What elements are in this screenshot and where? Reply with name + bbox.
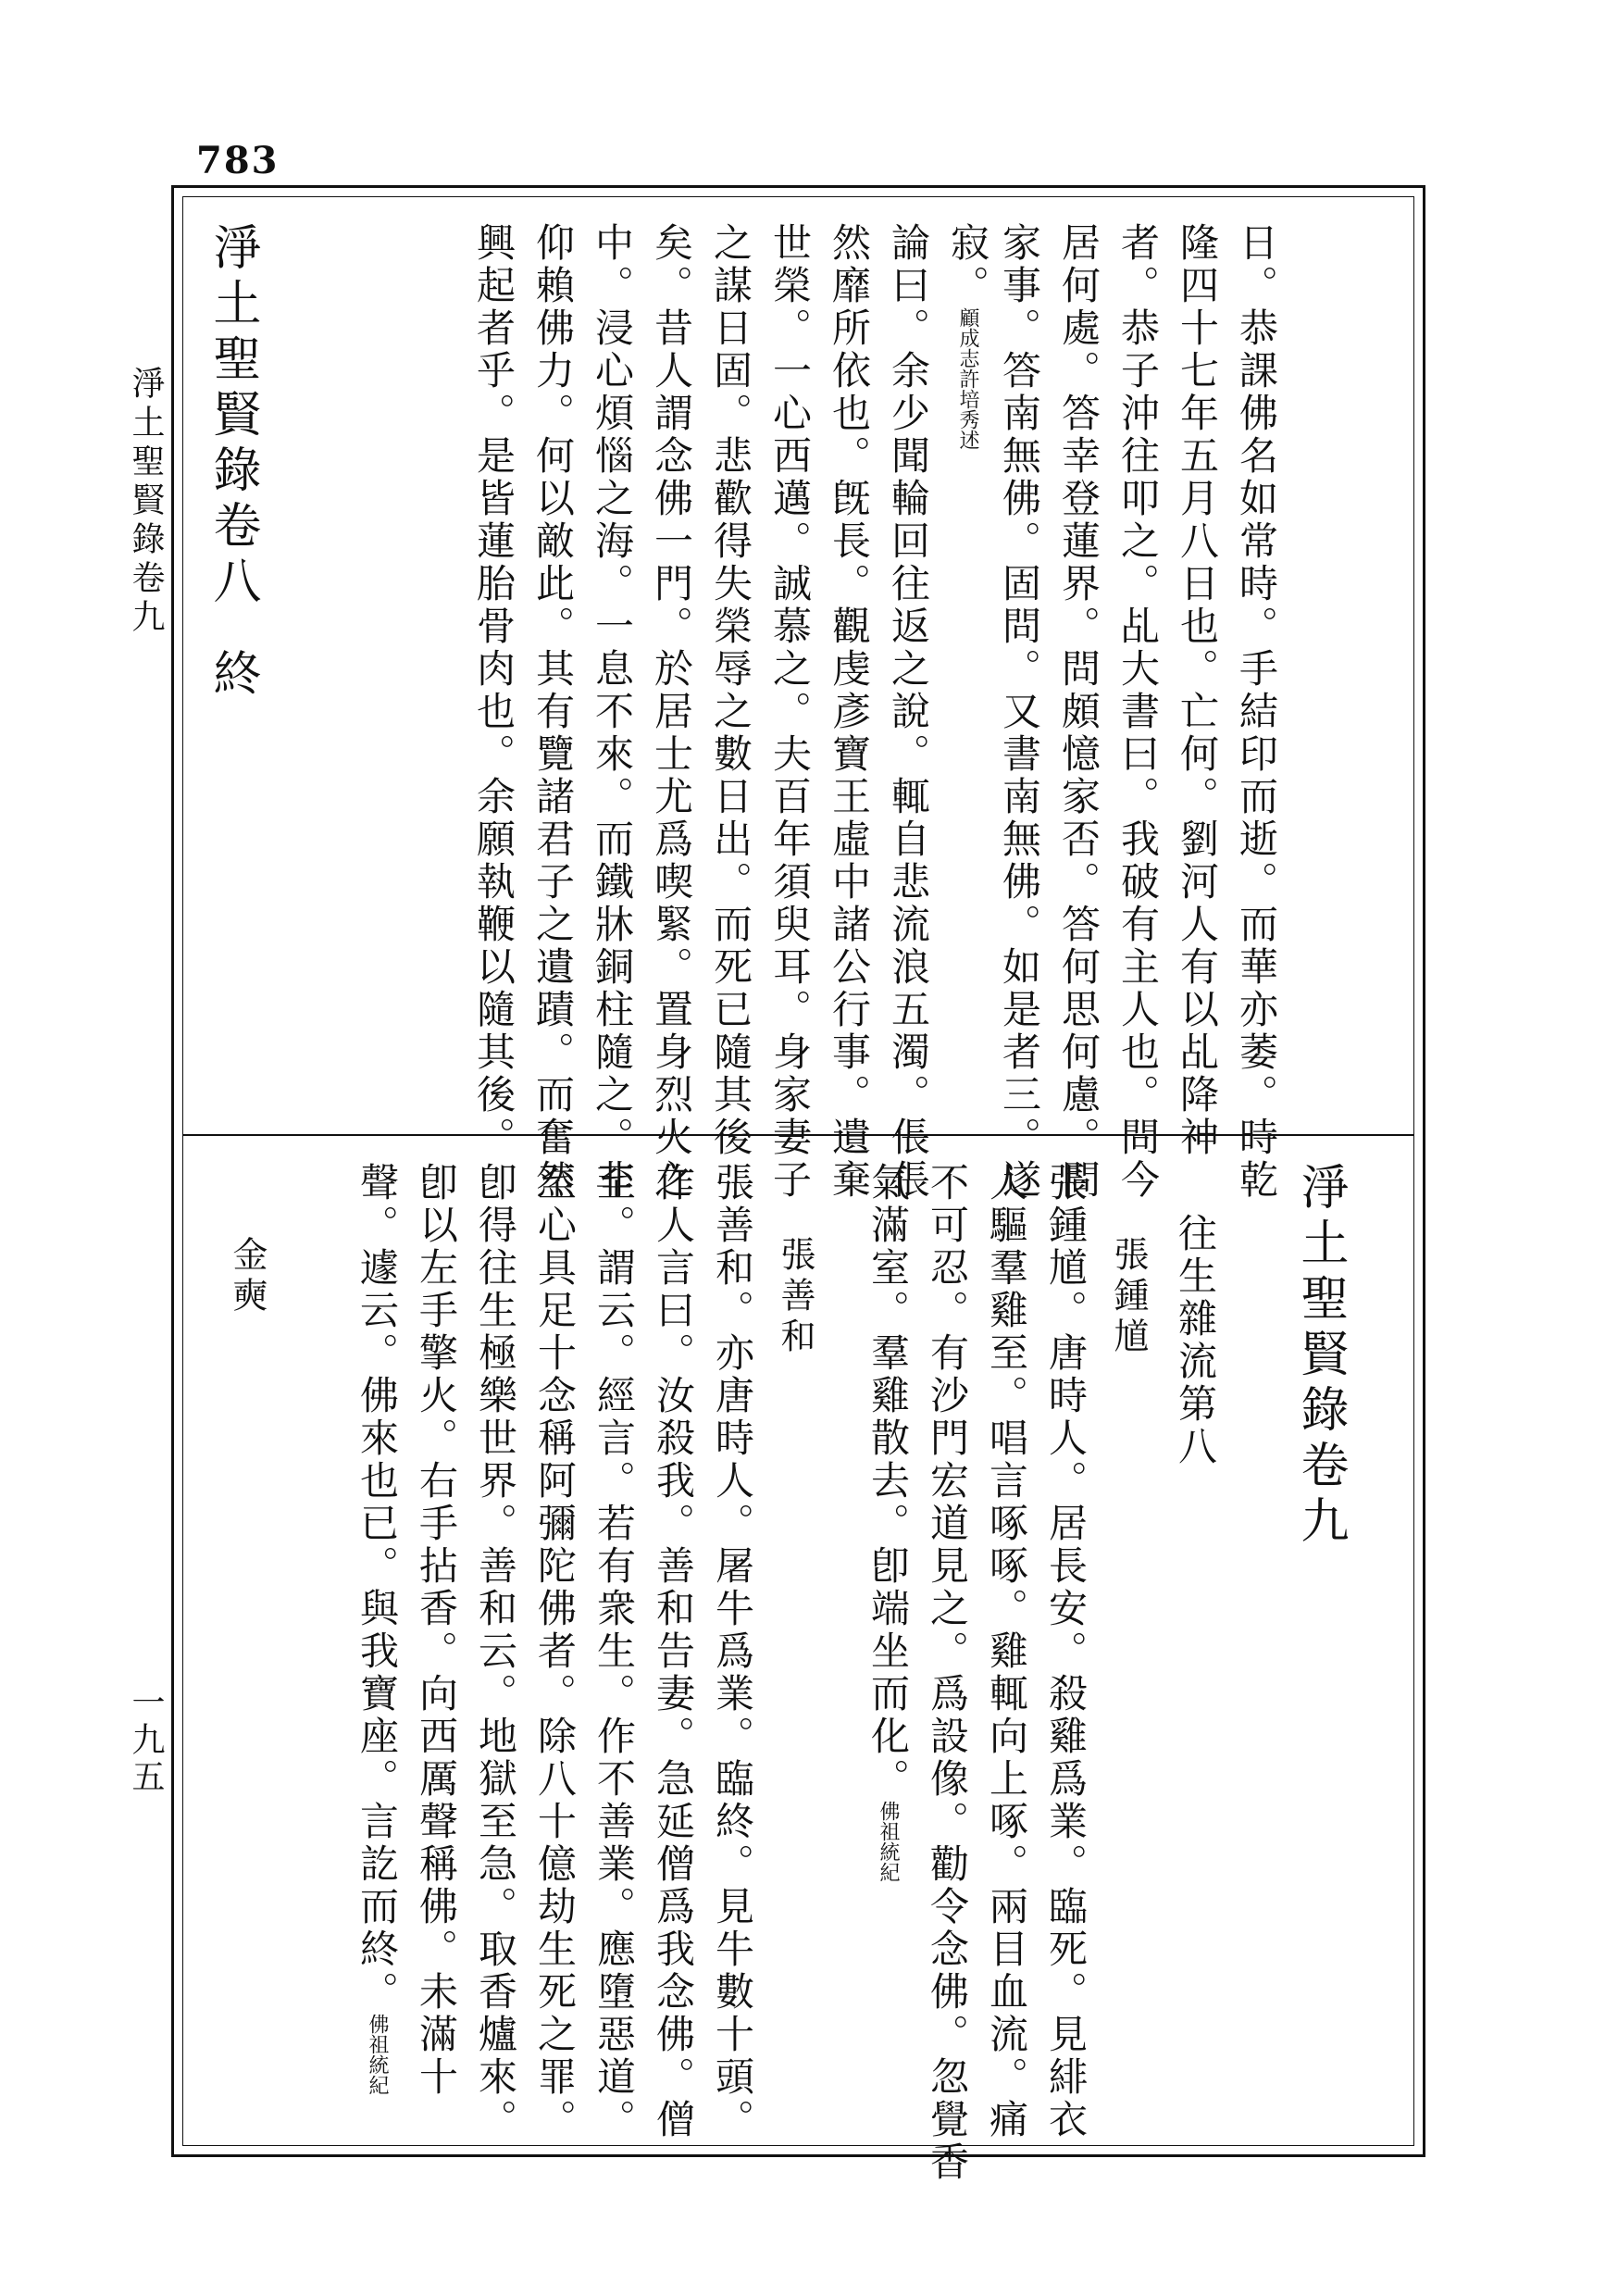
entry-column: 作人言曰。汝殺我。善和告妻。急延僧爲我念佛。僧 [651,1162,696,2141]
entry-column-text: 聲。遽云。佛來也已。與我寶座。言訖而終。 [355,1162,400,2014]
top-column: 矣。昔人謂念佛一門。於居士尤爲喫緊。置身烈火之 [649,222,694,1202]
top-column: 興起者乎。是皆蓮胎骨肉也。余願執鞭以隨其後。 [471,222,517,1159]
entry-column-text: 氣滿室。羣雞散去。卽端坐而化。 [865,1162,911,1801]
entry-column [865,1162,911,1882]
top-column-text: 寂。 [945,222,990,307]
top-column: 之謀日固。悲歡得失榮辱之數日出。而死已隨其後 [708,222,753,1159]
top-column: 家事。答南無佛。固問。又書南無佛。如是者三。遂 [997,222,1042,1202]
top-column: 世榮。一心西邁。誠慕之。夫百年須臾耳。身家妻子 [767,222,813,1202]
entry-column: 張善和。亦唐時人。屠牛爲業。臨終。見牛數十頭。 [710,1162,755,2141]
closing-title-text: 淨土聖賢錄卷八 [205,222,260,611]
running-head: 淨土聖賢錄卷九 [127,366,165,638]
top-column: 然靡所依也。旣長。觀虔彥寶王虛中諸公行事。遺棄 [827,222,872,1202]
source-note: 佛祖統紀 [366,2014,389,2095]
entry-column: 至。謂云。經言。若有衆生。作不善業。應墮惡道。 [591,1162,637,2141]
author-note: 顧成志許培秀述 [956,307,979,450]
top-column: 者。恭子沖往叩之。乩大書曰。我破有主人也。問今 [1115,222,1161,1202]
top-column: 論曰。余少聞輪回往返之說。輒自悲流浪五濁。倀倀 [886,222,931,1202]
folio: 一九五 [127,1685,165,1796]
page-number: 783 [196,139,280,182]
entry-column: 卽得往生極樂世界。善和云。地獄至急。取香爐來。 [473,1162,518,2141]
entry-name: 張善和 [775,1236,815,1358]
entry-column: 至心具足十念稱阿彌陀佛者。除八十億劫生死之罪。 [532,1162,578,2141]
top-column: 日。恭課佛名如常時。手結印而逝。而華亦萎。時乾 [1234,222,1279,1202]
entry-column: 張鍾馗。唐時人。居長安。殺雞爲業。臨死。見緋衣 [1043,1162,1089,2141]
entry-column: 人驅羣雞至。唱言啄啄。雞輒向上啄。兩目血流。痛 [984,1162,1029,2141]
entry-column [355,1162,400,2095]
entry-column: 不可忍。有沙門宏道見之。爲設像。勸令念佛。忽覺香 [925,1162,970,2184]
closing-title [205,222,260,704]
top-column: 中。浸心煩惱之海。一息不來。而鐵牀銅柱隨之。非 [590,222,635,1202]
source-note: 佛祖統紀 [877,1801,900,1882]
top-column: 居何處。答幸登蓮界。問頗憶家否。答何思何慮。問 [1056,222,1101,1202]
top-column: 仰賴佛力。何以敵此。其有覽諸君子之遺蹟。而奮然 [530,222,576,1202]
top-column: 隆四十七年五月八日也。亡何。劉河人有以乩降神 [1175,222,1220,1159]
entry-name: 金奭 [227,1236,268,1317]
entry-column: 卽以左手擎火。右手拈香。向西厲聲稱佛。未滿十 [414,1162,459,2099]
volume-title: 淨土聖賢錄卷九 [1292,1162,1348,1551]
closing-mark: 終 [205,648,260,704]
top-column [945,222,990,450]
section-heading: 往生雜流第八 [1173,1213,1218,1468]
entry-name: 張鍾馗 [1108,1236,1149,1358]
